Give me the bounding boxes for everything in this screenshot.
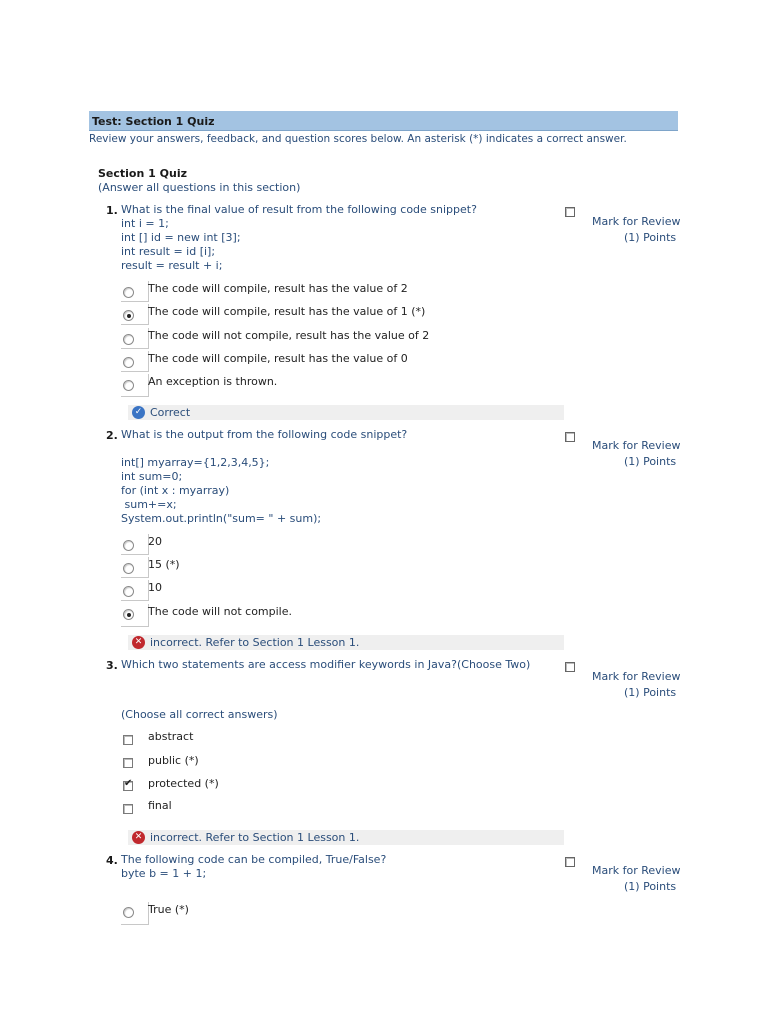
option-radio[interactable] [123, 334, 134, 345]
mark-for-review-label: Mark for Review [592, 215, 681, 228]
check-icon: ✓ [132, 406, 145, 419]
option-label: True (*) [148, 903, 189, 916]
option-label: abstract [148, 730, 194, 743]
section-title: Section 1 Quiz [98, 167, 187, 180]
question-text: Which two statements are access modifier keywords in Java?(Choose Two) [121, 658, 531, 671]
mark-for-review-checkbox[interactable] [565, 432, 575, 442]
option-radio[interactable] [123, 287, 134, 298]
mark-for-review-checkbox[interactable] [565, 207, 575, 217]
mark-for-review-checkbox[interactable] [565, 857, 575, 867]
question-number: 2. [106, 429, 118, 442]
mark-for-review-checkbox[interactable] [565, 662, 575, 672]
option-label: final [148, 799, 172, 812]
x-icon: ✕ [132, 636, 145, 649]
question-number: 3. [106, 659, 118, 672]
option-radio[interactable] [123, 540, 134, 551]
points-label: (1) Points [624, 880, 677, 893]
option-label: The code will compile, result has the value of 2 [148, 282, 408, 295]
option-label: The code will compile, result has the value of 1 (*) [148, 305, 426, 318]
mark-for-review-label: Mark for Review [592, 670, 681, 683]
option-radio-selected[interactable] [123, 310, 134, 321]
mark-for-review-label: Mark for Review [592, 864, 681, 877]
option-label: The code will compile, result has the value of 0 [148, 352, 408, 365]
question-number: 1. [106, 204, 118, 217]
points-label: (1) Points [624, 686, 677, 699]
test-title-bar [89, 111, 678, 131]
question-instruction: (Choose all correct answers) [121, 708, 278, 721]
x-icon: ✕ [132, 831, 145, 844]
option-checkbox[interactable] [123, 804, 133, 814]
review-note: Review your answers, feedback, and question scores below. An asterisk (*) indicates a correct answer. [89, 133, 627, 145]
feedback-text: Correct [150, 406, 191, 419]
option-checkbox-checked[interactable] [123, 781, 133, 791]
option-label: protected (*) [148, 777, 219, 790]
feedback-correct [128, 405, 564, 420]
option-label: 10 [148, 581, 162, 594]
option-radio[interactable] [123, 357, 134, 368]
test-title: Test: Section 1 Quiz [92, 115, 215, 128]
feedback-incorrect [128, 635, 564, 650]
option-checkbox[interactable] [123, 735, 133, 745]
option-radio[interactable] [123, 380, 134, 391]
mark-for-review-label: Mark for Review [592, 439, 681, 452]
question-text: The following code can be compiled, True/False? byte b = 1 + 1; [121, 853, 387, 880]
feedback-text: incorrect. Refer to Section 1 Lesson 1. [150, 831, 360, 844]
option-radio[interactable] [123, 586, 134, 597]
option-radio-selected[interactable] [123, 609, 134, 620]
option-label: 20 [148, 535, 162, 548]
feedback-incorrect [128, 830, 564, 845]
question-text: What is the final value of result from the following code snippet? int i = 1; int [] id = new int [3]; int result = id [i]; result = result + i; [121, 203, 477, 272]
question-text: What is the output from the following code snippet? int[] myarray={1,2,3,4,5}; int sum=0; for (int x : myarray) sum+=x; System.out.println("sum= " + sum); [121, 428, 408, 525]
option-label: The code will not compile, result has the value of 2 [148, 329, 430, 342]
points-label: (1) Points [624, 455, 677, 468]
question-number: 4. [106, 854, 118, 867]
option-label: 15 (*) [148, 558, 180, 571]
points-label: (1) Points [624, 231, 677, 244]
option-checkbox[interactable] [123, 758, 133, 768]
option-radio[interactable] [123, 907, 134, 918]
option-radio[interactable] [123, 563, 134, 574]
option-label: The code will not compile. [148, 605, 293, 618]
feedback-text: incorrect. Refer to Section 1 Lesson 1. [150, 636, 360, 649]
option-label: An exception is thrown. [148, 375, 278, 388]
section-subtitle: (Answer all questions in this section) [98, 181, 301, 194]
option-label: public (*) [148, 754, 199, 767]
